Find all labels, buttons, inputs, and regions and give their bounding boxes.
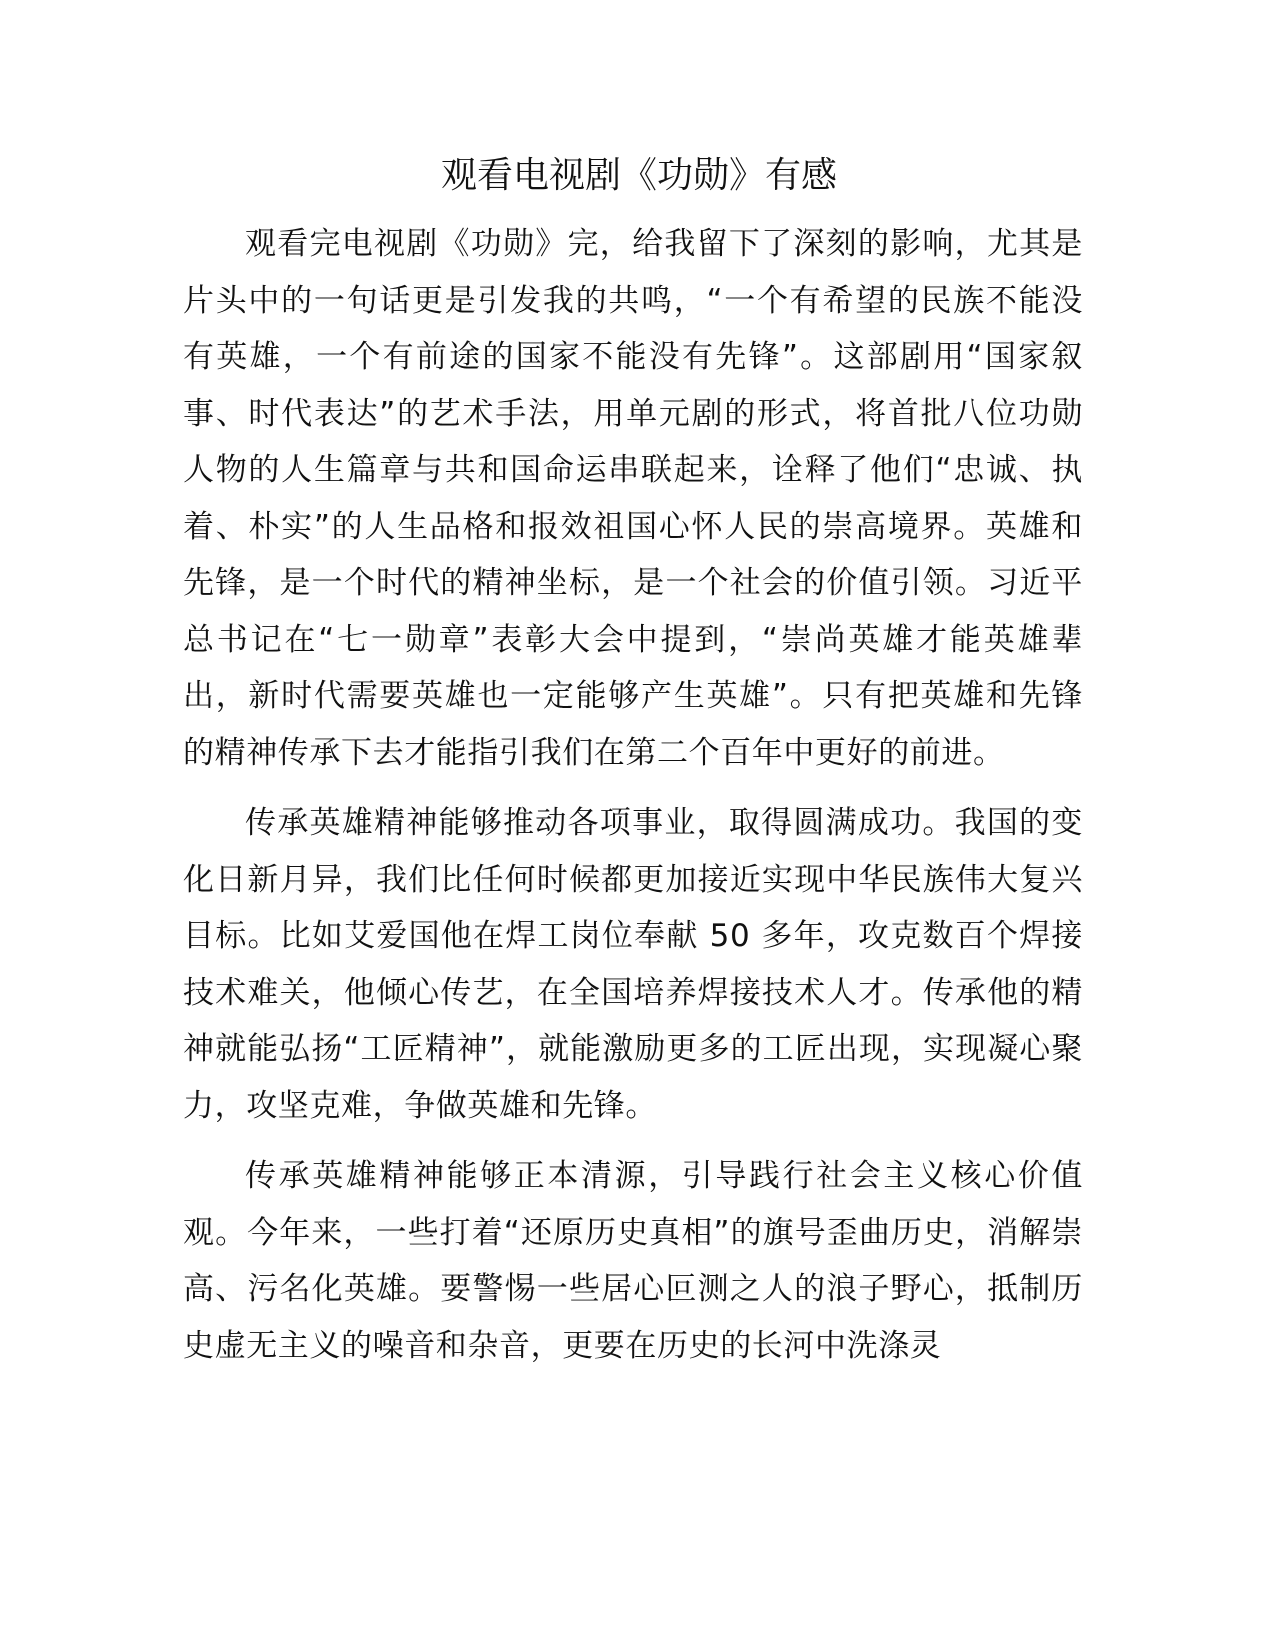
document-body	[183, 146, 1083, 1388]
document-title: 观看电视剧《功勋》有感	[440, 155, 837, 196]
paragraph-2: 传承英雄精神能够推动各项事业，取得圆满成功。我国的变化日新月异，我们比任何时候都更加接近实现中华民族伟大复兴目标。比如艾爱国他在焊工岗位奉献 50 多年，攻克数百个焊接技术难关，他倾心传艺，在全国培养焊接技术人才。传承他的精神就能弘扬“工匠精神”，就能激励更多的工匠出现，实现凝心聚力，攻坚克难，争做英雄和先锋。	[183, 805, 1083, 1124]
paragraph-3: 传承英雄精神能够正本清源，引导践行社会主义核心价值观。今年来，一些打着“还原历史真相”的旗号歪曲历史，消解崇高、污名化英雄。要警惕一些居心叵测之人的浪子野心，抵制历史虚无主义的噪音和杂音，更要在历史的长河中洗涤灵	[183, 1158, 1083, 1364]
paragraph-1: 观看完电视剧《功勋》完，给我留下了深刻的影响，尤其是片头中的一句话更是引发我的共鸣，“一个有希望的民族不能没有英雄，一个有前途的国家不能没有先锋”。这部剧用“国家叙事、时代表达”的艺术手法，用单元剧的形式，将首批八位功勋人物的人生篇章与共和国命运串联起来，诠释了他们“忠诚、执着、朴实”的人生品格和报效祖国心怀人民的崇高境界。英雄和先锋，是一个时代的精神坐标，是一个社会的价值引领。习近平总书记在“七一勋章”表彰大会中提到，“崇尚英雄才能英雄辈出，新时代需要英雄也一定能够产生英雄”。只有把英雄和先锋的精神传承下去才能指引我们在第二个百年中更好的前进。	[183, 226, 1083, 771]
